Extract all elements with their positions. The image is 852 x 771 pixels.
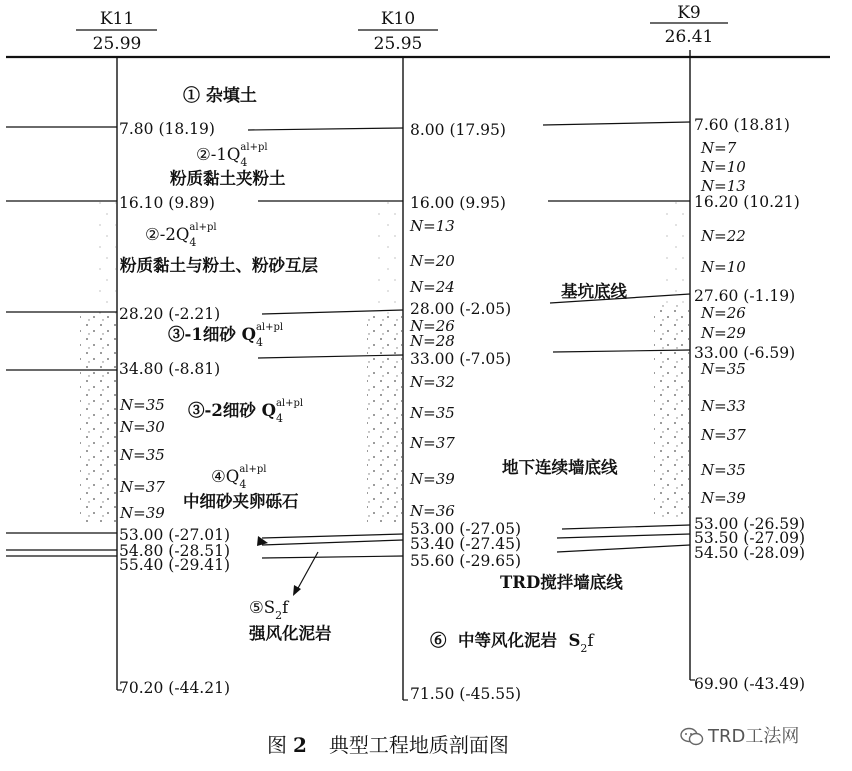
sand-texture-k11 xyxy=(80,315,116,525)
depth-label: 53.00 (-26.59) xyxy=(694,515,806,533)
spt-values-k9 xyxy=(700,139,746,507)
spt-value: N=28 xyxy=(410,332,455,350)
borehole-elevation: 25.95 xyxy=(373,34,423,54)
depth-label: 16.20 (10.21) xyxy=(694,193,800,211)
layer-label-3-1 xyxy=(168,322,283,349)
spt-value: N=36 xyxy=(410,502,455,520)
silt-texture-k11 xyxy=(92,195,116,315)
trd-wall-bottom-label: TRD搅拌墙底线 xyxy=(500,573,623,592)
spt-value: N=29 xyxy=(701,324,746,342)
spt-value: N=35 xyxy=(120,396,165,414)
spt-value: N=35 xyxy=(410,404,455,422)
spt-value: N=39 xyxy=(410,470,455,488)
spt-value: N=39 xyxy=(120,504,165,522)
borehole-header-k9 xyxy=(650,3,728,47)
spt-value: N=10 xyxy=(701,258,746,276)
spt-value: N=26 xyxy=(701,304,746,322)
sand-texture-k9 xyxy=(654,305,689,520)
layer-label-5 xyxy=(248,598,332,643)
wechat-logo-icon xyxy=(680,727,704,747)
borehole-elevation: 26.41 xyxy=(664,27,714,47)
borehole-header-k11 xyxy=(76,9,157,54)
spt-values-k10 xyxy=(409,217,455,520)
depth-label: 54.80 (-28.51) xyxy=(119,542,231,560)
borehole-id: K11 xyxy=(99,9,135,29)
figure-caption xyxy=(267,733,509,757)
svg-text:③-2细砂 Q4al+pl: ③-2细砂 $Q_4al+pl$ xyxy=(188,398,304,425)
svg-text:图2典型工程地质剖面图: 图 2 典型工程地质剖面图 xyxy=(267,733,509,757)
svg-text:②-1Q4al+pl: $②-1Q_4al+pl$ xyxy=(196,142,268,169)
depth-label: 54.50 (-28.09) xyxy=(694,544,806,562)
borehole-header-k10 xyxy=(358,9,438,54)
layer-label-fill: ① 杂填土 xyxy=(183,86,257,106)
spt-value: N=37 xyxy=(701,426,746,444)
depth-label: 7.60 (18.81) xyxy=(694,116,790,134)
borehole-id: K9 xyxy=(677,3,701,23)
svg-text:③-1细砂 Q4al+pl: ③-1细砂 $Q_4al+pl$ xyxy=(168,322,284,349)
svg-text:粉质黏土与粉土、粉砂互层: 粉质黏土与粉土、粉砂互层 xyxy=(120,256,318,275)
spt-value: N=7 xyxy=(701,139,737,157)
depth-label: 34.80 (-8.81) xyxy=(119,360,221,378)
depth-label: 71.50 (-45.55) xyxy=(410,685,522,703)
borehole-id: K10 xyxy=(380,9,416,29)
depth-label: 33.00 (-6.59) xyxy=(694,344,796,362)
depth-label: 53.00 (-27.05) xyxy=(410,520,522,538)
spt-value: N=22 xyxy=(701,227,746,245)
spt-value: N=30 xyxy=(120,418,165,436)
spt-value: N=33 xyxy=(701,397,746,415)
silt-texture-k9 xyxy=(665,195,689,305)
depth-label: 53.00 (-27.01) xyxy=(119,526,231,544)
layer-label-3-2 xyxy=(188,398,303,425)
depth-label: 27.60 (-1.19) xyxy=(694,287,796,305)
svg-text:强风化泥岩: 强风化泥岩 xyxy=(249,624,332,643)
depth-label: 16.10 (9.89) xyxy=(119,194,215,212)
spt-value: N=10 xyxy=(701,158,746,176)
depth-label: 55.60 (-29.65) xyxy=(410,552,522,570)
spt-value: N=37 xyxy=(410,434,455,452)
depth-label: 53.50 (-27.09) xyxy=(694,529,806,547)
spt-value: N=26 xyxy=(410,317,455,335)
spt-value: N=39 xyxy=(701,489,746,507)
spt-value: N=13 xyxy=(410,217,455,235)
pit-bottom-label: 基坑底线 xyxy=(561,282,627,301)
layer-label-2-2 xyxy=(119,222,319,275)
spt-values-k11 xyxy=(119,396,165,522)
layer-label-2-1 xyxy=(169,142,286,188)
svg-text:④Q4al+pl: $④Q_4al+pl$ xyxy=(211,464,267,491)
sand-texture-k10 xyxy=(367,315,402,525)
spt-value: N=35 xyxy=(120,446,165,464)
borehole-elevation: 25.99 xyxy=(92,34,142,54)
svg-text:中细砂夹卵砾石: 中细砂夹卵砾石 xyxy=(183,492,299,511)
depth-label: 7.80 (18.19) xyxy=(119,120,215,138)
silt-texture-k10 xyxy=(378,195,402,315)
svg-text:⑥ 中等风化泥岩 S2f: ⑥ 中等风化泥岩 $S_2f$ xyxy=(430,631,594,655)
spt-value: N=35 xyxy=(701,360,746,378)
depth-label: 28.20 (-2.21) xyxy=(119,305,221,323)
svg-text:⑤S2f: $⑤S_2f$ xyxy=(249,598,289,622)
depth-label: 16.00 (9.95) xyxy=(410,194,506,212)
depth-label: 69.90 (-43.49) xyxy=(694,675,806,693)
svg-text:②-2Q4al+pl: $②-2Q_4al+pl$ xyxy=(145,222,217,249)
depth-label: 28.00 (-2.05) xyxy=(410,300,512,318)
spt-value: N=24 xyxy=(410,278,455,296)
depth-label: 33.00 (-7.05) xyxy=(410,350,512,368)
layer-label-6 xyxy=(430,630,595,655)
watermark-text: TRD工法网 xyxy=(708,726,800,747)
diaphragm-wall-bottom-label: 地下连续墙底线 xyxy=(502,458,618,477)
spt-value: N=37 xyxy=(120,478,165,496)
depth-label: 70.20 (-44.21) xyxy=(119,679,231,697)
depth-label: 53.40 (-27.45) xyxy=(410,535,522,553)
svg-text:粉质黏土夹粉土: 粉质黏土夹粉土 xyxy=(170,169,286,188)
watermark xyxy=(680,722,840,748)
depth-label: 55.40 (-29.41) xyxy=(119,556,231,574)
depth-label: 8.00 (17.95) xyxy=(410,121,506,139)
spt-value: N=13 xyxy=(701,177,746,195)
layer-label-4 xyxy=(183,464,299,511)
spt-value: N=35 xyxy=(701,461,746,479)
spt-value: N=32 xyxy=(410,373,455,391)
spt-value: N=20 xyxy=(410,252,455,270)
